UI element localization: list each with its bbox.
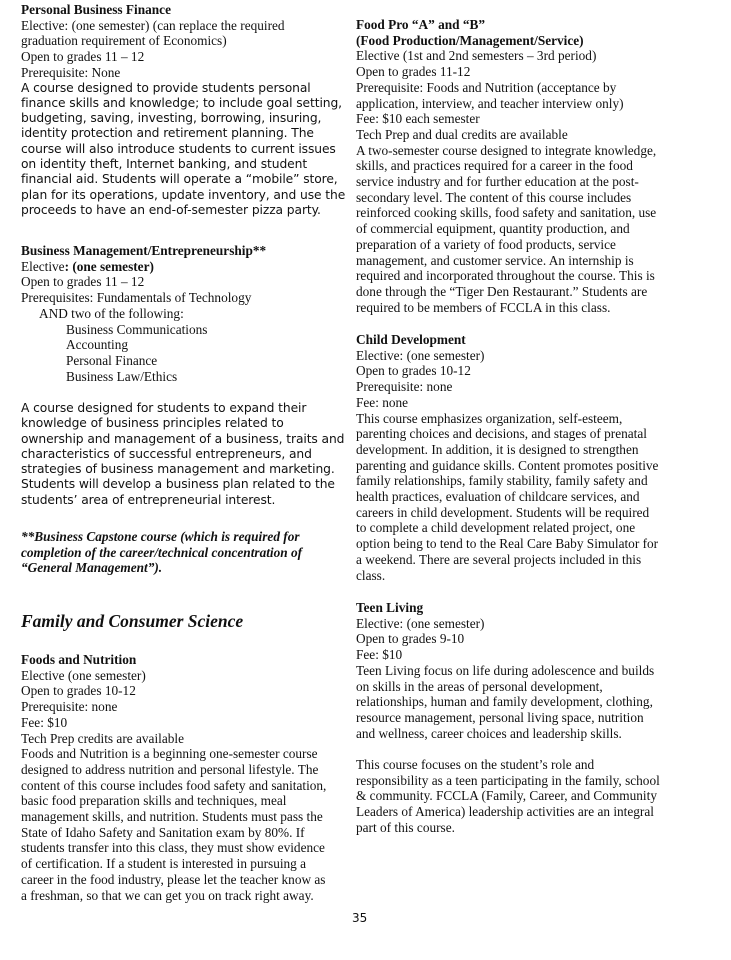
course-title: Food Pro “A” and “B” <box>356 17 486 32</box>
course-description-line: budgeting, saving, investing, borrowing, insuring, <box>21 111 322 126</box>
course-line: a weekend. There are several projects included in this <box>356 551 642 567</box>
section-heading <box>21 611 243 631</box>
capstone-line: completion of the career/technical concentration of <box>21 544 303 560</box>
course-line: parenting and guidance skills. Content promotes positive <box>356 457 659 473</box>
course-line: Open to grades 11-12 <box>356 64 471 80</box>
foods-nutrition-block <box>21 652 326 903</box>
food-pro-block <box>356 17 656 315</box>
course-description-line: plan for its operations, update inventory, and use the <box>21 187 346 202</box>
course-line: basic food preparation skills and techniques, meal <box>21 793 287 809</box>
course-line: development. In addition, it is designed to strengthen <box>356 441 639 457</box>
course-line: Elective (1st and 2nd semesters – 3rd period) <box>356 48 597 64</box>
course-line: Elective (one semester) <box>21 667 146 683</box>
course-line: part of this course. <box>356 819 455 835</box>
course-line: Open to grades 10-12 <box>356 363 471 379</box>
course-line: service industry and for further education at the post- <box>356 174 639 190</box>
course-line: Fee: $10 <box>356 647 403 663</box>
course-description-line: A course designed for students to expand their <box>21 401 307 415</box>
course-line <box>21 259 266 275</box>
course-line: family relationships, family stability, family safety and <box>356 473 648 489</box>
elective-label: Elective <box>21 258 65 274</box>
course-line: & community. FCCLA (Family, Career, and Community <box>356 788 657 804</box>
course-title: Business Management/Entrepreneurship** <box>21 243 267 258</box>
course-description-line: students’ area of entrepreneurial interest. <box>21 492 276 507</box>
course-line: application, interview, and teacher interview only) <box>356 95 624 111</box>
course-description-line: characteristics of successful entrepreneurs, and <box>21 446 312 461</box>
course-description-line: finance skills and knowledge; to include goal setting, <box>21 95 342 110</box>
course-line: State of Idaho Safety and Sanitation exam by 80%. If <box>21 824 305 840</box>
course-description-line: Students will develop a business plan related to the <box>21 477 335 492</box>
course-line: Prerequisite: none <box>21 699 118 715</box>
course-title: Personal Business Finance <box>21 2 171 17</box>
elective-rest: : (one semester) <box>64 258 154 274</box>
page-number: 35 <box>352 911 368 925</box>
course-line: parenting choices and decisions, and stages of prenatal <box>356 426 647 442</box>
course-description-line: financial aid. Students will operate a “mobile” store, <box>21 172 338 187</box>
course-line: resource management, personal living space, nutrition <box>356 709 644 725</box>
course-line: of certification. If a student is interested in pursuing a <box>21 856 307 872</box>
capstone-line: **Business Capstone course (which is required for <box>21 529 300 544</box>
course-line: management, and customer service. An internship is <box>356 252 634 268</box>
prereq-option: Business Communications <box>66 321 208 337</box>
section-title: Family and Consumer Science <box>21 611 244 631</box>
course-line: careers in child development. Students will be required <box>356 504 650 520</box>
course-line: graduation requirement of Economics) <box>21 33 227 49</box>
course-line: Elective: (one semester) <box>356 347 485 363</box>
course-line: Open to grades 11 – 12 <box>21 274 145 290</box>
course-line: done through the “Tiger Den Restaurant.” Students are <box>356 283 648 299</box>
course-line: Tech Prep credits are available <box>21 730 184 746</box>
course-line: option being to tend to the Real Care Baby Simulator for <box>356 536 659 552</box>
course-line: Open to grades 11 – 12 <box>21 49 145 65</box>
course-line: and wellness, career choices and leadership skills. <box>356 725 622 741</box>
course-line: Open to grades 9-10 <box>356 631 465 647</box>
course-line: management skills, and nutrition. Students must pass the <box>21 809 323 825</box>
course-line: Prerequisite: None <box>21 64 121 80</box>
course-line: This course emphasizes organization, self-esteem, <box>356 410 623 426</box>
course-subtitle: (Food Production/Management/Service) <box>356 32 584 48</box>
course-description-line: ownership and management of a business, traits and <box>21 431 345 446</box>
course-line: reinforced cooking skills, food safety and sanitation, use <box>356 205 657 221</box>
course-title: Foods and Nutrition <box>21 652 137 667</box>
course-line: career in the food industry, please let the teacher know as <box>21 871 326 887</box>
prereq-option: Accounting <box>66 337 129 353</box>
course-line: class. <box>356 567 386 583</box>
course-line: relationships, human and family development, clothing, <box>356 694 653 710</box>
course-line: Fee: $10 each semester <box>356 111 480 127</box>
business-management-block <box>21 243 266 384</box>
course-line: Fee: $10 <box>21 714 68 730</box>
course-line: responsibility as a teen participating in the family, school <box>356 772 660 788</box>
course-description-line: knowledge of business principles related to <box>21 416 284 431</box>
course-line: a freshman, so that we can get you on track right away. <box>21 887 314 903</box>
course-line: Open to grades 10-12 <box>21 683 136 699</box>
course-line: Prerequisite: Foods and Nutrition (acceptance by <box>356 79 617 95</box>
business-management-description <box>21 401 344 508</box>
course-line: Prerequisites: Fundamentals of Technology <box>21 290 252 306</box>
course-line: Foods and Nutrition is a beginning one-semester course <box>21 746 318 762</box>
child-development-block <box>356 332 658 583</box>
course-line: AND two of the following: <box>39 305 184 321</box>
course-line: skills, and practices required for a career in the food <box>356 158 633 174</box>
course-line: This course focuses on the student’s role and <box>356 757 595 772</box>
course-line: A two-semester course designed to integrate knowledge, <box>356 142 657 158</box>
course-description-line: on identity theft, Internet banking, and student <box>21 157 308 171</box>
course-line: required to be members of FCCLA in this class. <box>356 299 611 315</box>
course-line: preparation of a variety of food products, service <box>356 236 616 252</box>
course-description-line: course will also introduce students to current issues <box>21 141 336 156</box>
course-title: Child Development <box>356 332 466 347</box>
teen-living-role-paragraph <box>356 757 660 836</box>
capstone-note <box>21 529 302 576</box>
course-line: designed to address nutrition and personal lifestyle. The <box>21 761 319 777</box>
course-description-line: strategies of business management and marketing. <box>21 462 335 477</box>
course-line: required and incorporated throughout the course. This is <box>356 268 655 284</box>
course-line: Leaders of America) leadership activities are an integral <box>356 804 654 820</box>
course-description-line: identity protection and retirement planning. The <box>21 126 314 141</box>
course-line: of commercial equipment, quantity production, and <box>356 221 630 237</box>
course-line: to complete a child development related project, one <box>356 520 636 536</box>
course-title: Teen Living <box>356 600 424 615</box>
course-line: Elective: (one semester) <box>356 615 485 631</box>
course-line: on skills in the areas of personal development, <box>356 678 603 694</box>
course-line: Fee: none <box>356 394 409 410</box>
prereq-option: Personal Finance <box>66 352 158 368</box>
course-line: Prerequisite: none <box>356 379 453 395</box>
course-line: Tech Prep and dual credits are available <box>356 126 568 142</box>
course-description-line: proceeds to have an end-of-semester pizza party. <box>21 202 321 217</box>
course-line: health practices, evaluation of childcare services, and <box>356 489 640 505</box>
course-line: Teen Living focus on life during adolescence and builds <box>356 662 655 678</box>
course-line: Elective: (one semester) (can replace the required <box>21 17 285 33</box>
course-line: students transfer into this class, they must show evidence <box>21 840 325 856</box>
personal-business-finance-block <box>21 2 345 218</box>
teen-living-block <box>356 600 654 741</box>
course-description-line: A course designed to provide students personal <box>21 80 311 95</box>
capstone-line: “General Management”). <box>21 560 163 576</box>
course-line: secondary level. The content of this course includes <box>356 189 632 205</box>
course-line: content of this course includes food safety and sanitation, <box>21 777 327 793</box>
prereq-option: Business Law/Ethics <box>66 368 178 384</box>
